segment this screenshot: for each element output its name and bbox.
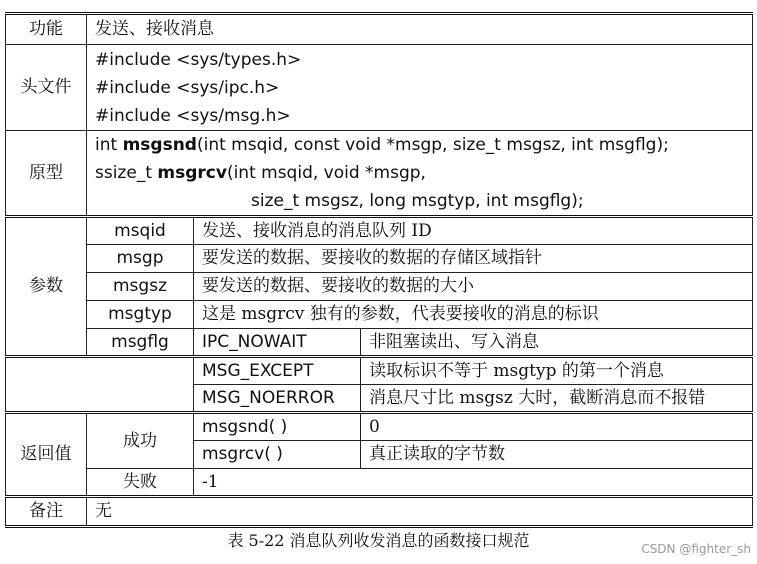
param-name: msqid <box>87 217 194 245</box>
blank-cell <box>6 357 194 413</box>
param-name: msgp <box>87 245 194 273</box>
return-func <box>194 413 361 441</box>
row-header-files <box>6 45 753 131</box>
function-name: msgrcv <box>157 163 227 183</box>
param-row <box>6 301 753 329</box>
include-line: #include <sys/msg.h> <box>95 105 291 126</box>
prototype-msgrcv-continued: size_t msgsz, long msgtyp, int msgflg); <box>251 191 584 211</box>
flag-desc: 消息尺寸比 msgsz 大时，截断消息而不报错 <box>361 385 753 413</box>
failure-value: -1 <box>194 469 753 497</box>
param-desc: 要发送的数据、要接收的数据的大小 <box>194 273 753 301</box>
param-row-msgflg <box>6 329 753 357</box>
params-label: 参数 <box>6 217 87 357</box>
return-type: ssize_t <box>95 163 158 183</box>
param-list: (int msqid, void *msgp, <box>226 163 426 183</box>
return-row <box>6 413 753 441</box>
row-function <box>6 14 753 45</box>
failure-label: 失败 <box>87 469 194 497</box>
flag-row <box>6 357 753 385</box>
flag-name: MSG_NOERROR <box>194 385 361 413</box>
return-func <box>194 441 361 469</box>
prototype-code <box>87 131 753 217</box>
return-value: 0 <box>361 413 753 441</box>
param-desc: 要发送的数据、要接收的数据的存储区域指针 <box>194 245 753 273</box>
return-func-name: msgsnd( ) <box>202 416 288 437</box>
param-row <box>6 217 753 245</box>
flag-name: IPC_NOWAIT <box>194 329 361 357</box>
flag-desc: 读取标识不等于 msgtyp 的第一个消息 <box>361 357 753 385</box>
header-label: 头文件 <box>6 45 87 131</box>
include-line: #include <sys/types.h> <box>95 49 302 70</box>
function-label: 功能 <box>6 14 87 45</box>
param-row <box>6 273 753 301</box>
prototype-msgrcv <box>95 159 744 187</box>
prototype-label: 原型 <box>6 131 87 217</box>
table-caption: 表 5-22 消息队列收发消息的函数接口规范 <box>227 531 530 550</box>
param-desc: 发送、接收消息的消息队列 ID <box>194 217 753 245</box>
return-func-name: msgrcv( ) <box>202 444 283 465</box>
return-value: 真正读取的字节数 <box>361 441 753 469</box>
function-name: msgsnd <box>122 135 197 155</box>
note-label: 备注 <box>6 497 87 527</box>
param-name: msgsz <box>87 273 194 301</box>
param-name: msgtyp <box>87 301 194 329</box>
param-desc: 这是 msgrcv 独有的参数，代表要接收的消息的标识 <box>194 301 753 329</box>
flag-desc: 非阻塞读出、写入消息 <box>361 329 753 357</box>
row-prototype <box>6 131 753 217</box>
header-includes <box>87 45 753 131</box>
prototype-msgsnd <box>95 131 744 159</box>
note-value: 无 <box>87 497 753 527</box>
function-value: 发送、接收消息 <box>87 14 753 45</box>
return-row-failure <box>6 469 753 497</box>
param-row <box>6 245 753 273</box>
row-note <box>6 497 753 527</box>
flag-name: MSG_EXCEPT <box>194 357 361 385</box>
spec-table <box>5 12 753 528</box>
param-name: msgflg <box>87 329 194 357</box>
watermark: CSDN @fighter_sh <box>641 542 751 556</box>
param-list: (int msqid, const void *msgp, size_t msgsz, int msgflg); <box>196 135 669 155</box>
include-line: #include <sys/ipc.h> <box>95 77 280 98</box>
return-type: int <box>95 135 123 155</box>
return-label: 返回值 <box>6 413 87 497</box>
success-label: 成功 <box>87 413 194 469</box>
